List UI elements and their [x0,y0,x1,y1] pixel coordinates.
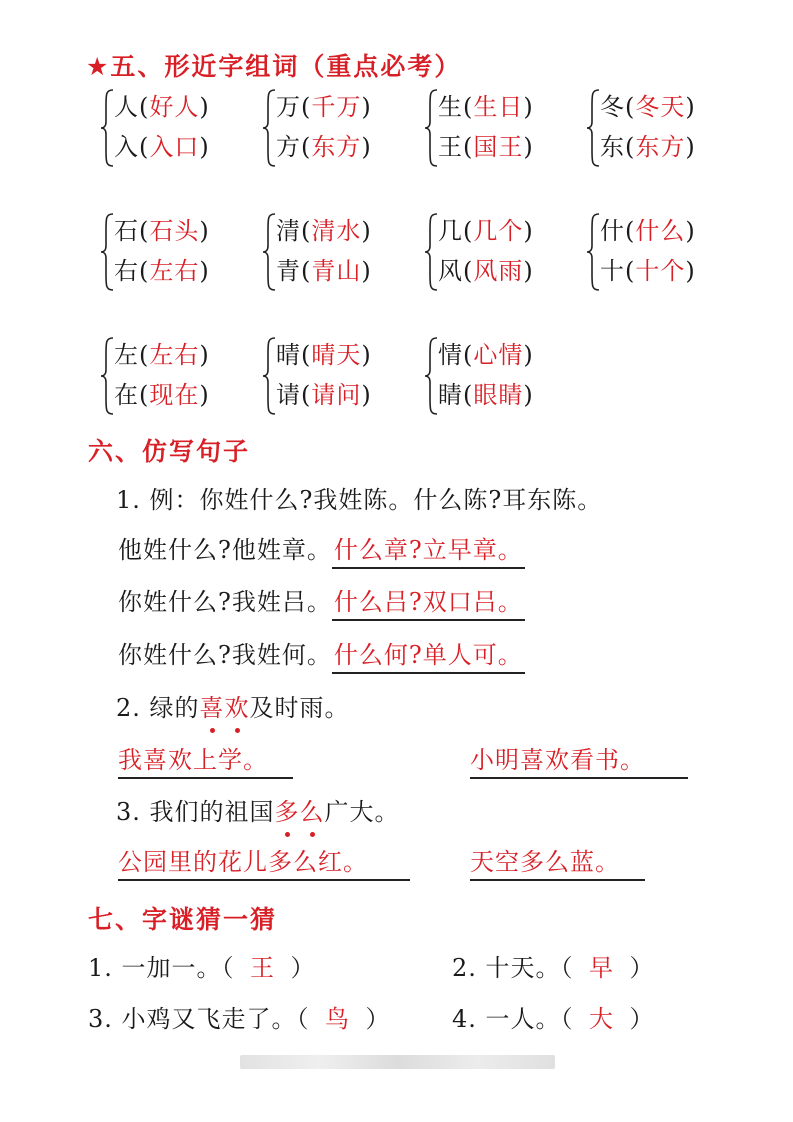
pair-line-top [438,216,534,246]
q2-dotted-char-1: 喜 [199,694,225,722]
open-paren: ( [139,257,150,285]
close-paren: ) [199,93,210,121]
q3-answer-1-wrap [118,846,410,881]
q1-line-2-answer: 什么吕?双口吕。 [332,586,525,621]
q2-dotted-char-2: 欢 [224,694,250,722]
q3-dotted-char-2: 么 [299,798,325,826]
open-paren: ( [139,217,150,245]
close-paren: ) [361,217,372,245]
q1-line-2 [118,586,525,621]
base-char: 清 [276,217,301,245]
pair-line-top [276,340,372,370]
left-brace [100,336,114,416]
open-paren: ( [625,93,636,121]
pair-line-bottom [600,132,696,162]
base-char: 在 [114,381,139,409]
close-paren: ) [199,381,210,409]
base-char: 几 [438,217,463,245]
riddle-3-close: ） [365,1005,391,1030]
riddle-2-answer: 早 [589,954,615,982]
word-answer: 千万 [311,93,362,121]
pair-line-bottom [114,380,210,410]
similar-char-pair [100,334,270,418]
word-answer: 心情 [473,341,524,369]
base-char: 东 [600,133,625,161]
base-char: 冬 [600,93,625,121]
word-answer: 现在 [149,381,200,409]
q3-answer-1: 公园里的花儿多么红。 [118,846,410,881]
open-paren: ( [301,381,312,409]
word-answer: 清水 [311,217,362,245]
word-answer: 石头 [149,217,200,245]
open-paren: ( [139,133,150,161]
pair-line-top [600,216,696,246]
q3-suffix: 广大。 [324,798,400,826]
section-6-title: 六、仿写句子 [88,437,251,466]
riddle-3-question: 3. 小鸡又飞走了。（ [88,1005,310,1030]
close-paren: ) [199,341,210,369]
open-paren: ( [463,217,474,245]
pair-line-top [438,92,534,122]
q1-line-1-question: 他姓什么?他姓章。 [118,536,332,564]
base-char: 人 [114,93,139,121]
q2-prompt [116,692,350,724]
pair-line-top [276,216,372,246]
base-char: 十 [600,257,625,285]
left-brace [424,336,438,416]
pair-line-bottom [600,256,696,286]
word-answer: 冬天 [635,93,686,121]
similar-char-pair [424,334,594,418]
open-paren: ( [139,341,150,369]
riddle-1-answer: 王 [250,954,276,982]
riddle-2-close: ） [629,954,655,982]
left-brace [424,212,438,292]
word-answer: 生日 [473,93,524,121]
word-answer: 什么 [635,217,686,245]
section-7-title: 七、字谜猜一猜 [88,905,278,934]
close-paren: ) [199,257,210,285]
left-brace [100,212,114,292]
cropped-riddle-row [0,1000,793,1030]
similar-char-pair [424,210,594,294]
left-brace [262,88,276,168]
similar-char-pair [100,86,270,170]
base-char: 什 [600,217,625,245]
q1-example: 1. 例：你姓什么?我姓陈。什么陈?耳东陈。 [116,486,603,514]
close-paren: ) [685,217,696,245]
close-paren: ) [523,257,534,285]
close-paren: ) [199,217,210,245]
pair-line-top [600,92,696,122]
word-answer: 东方 [635,133,686,161]
base-char: 情 [438,341,463,369]
close-paren: ) [685,133,696,161]
left-brace [586,212,600,292]
riddle-4-answer: 大 [589,1005,615,1030]
open-paren: ( [301,217,312,245]
section-5-title: ★五、形近字组词（重点必考） [86,52,462,81]
q1-line-1 [118,534,525,569]
open-paren: ( [301,93,312,121]
close-paren: ) [361,133,372,161]
close-paren: ) [523,93,534,121]
base-char: 晴 [276,341,301,369]
riddle-4 [452,1003,655,1030]
open-paren: ( [463,381,474,409]
word-answer: 眼睛 [473,381,524,409]
open-paren: ( [463,133,474,161]
close-paren: ) [361,257,372,285]
similar-char-pair [586,210,756,294]
word-answer: 青山 [311,257,362,285]
open-paren: ( [625,217,636,245]
q2-answer-1-wrap [118,744,293,779]
pair-line-bottom [114,256,210,286]
open-paren: ( [463,341,474,369]
word-answer: 左右 [149,341,200,369]
q3-dotted-char-1: 多 [274,798,300,826]
word-answer: 左右 [149,257,200,285]
q2-prefix: 2. 绿的 [116,694,200,722]
word-answer: 晴天 [311,341,362,369]
riddle-1-close: ） [290,954,316,982]
riddle-1 [88,952,316,984]
blurred-watermark [240,1055,555,1069]
q2-answer-2-wrap [470,744,688,779]
left-brace [100,88,114,168]
base-char: 生 [438,93,463,121]
pair-line-bottom [438,132,534,162]
pair-line-top [276,92,372,122]
open-paren: ( [625,133,636,161]
open-paren: ( [463,257,474,285]
q3-prefix: 3. 我们的祖国 [116,798,275,826]
q1-line-3 [118,639,525,674]
riddle-2-question: 2. 十天。（ [452,954,574,982]
riddle-4-close: ） [629,1005,655,1030]
q3-answer-2-wrap [470,846,645,881]
base-char: 睛 [438,381,463,409]
base-char: 青 [276,257,301,285]
pair-line-top [114,340,210,370]
word-answer: 几个 [473,217,524,245]
base-char: 王 [438,133,463,161]
pair-line-top [114,92,210,122]
close-paren: ) [523,217,534,245]
open-paren: ( [301,133,312,161]
q3-prompt [116,796,400,828]
q2-suffix: 及时雨。 [249,694,350,722]
q3-answer-2: 天空多么蓝。 [470,846,645,881]
riddle-3 [88,1003,391,1030]
base-char: 入 [114,133,139,161]
open-paren: ( [301,341,312,369]
open-paren: ( [139,93,150,121]
word-answer: 十个 [635,257,686,285]
open-paren: ( [139,381,150,409]
base-char: 方 [276,133,301,161]
similar-char-pair [262,334,432,418]
word-answer: 国王 [473,133,524,161]
left-brace [586,88,600,168]
open-paren: ( [301,257,312,285]
close-paren: ) [523,381,534,409]
left-brace [424,88,438,168]
q2-answer-2: 小明喜欢看书。 [470,744,688,779]
q2-answer-1: 我喜欢上学。 [118,744,293,779]
word-answer: 请问 [311,381,362,409]
open-paren: ( [463,93,474,121]
word-answer: 风雨 [473,257,524,285]
pair-line-bottom [276,380,372,410]
base-char: 风 [438,257,463,285]
pair-line-bottom [438,256,534,286]
left-brace [262,212,276,292]
similar-char-pair [586,86,756,170]
close-paren: ) [361,93,372,121]
pair-line-top [114,216,210,246]
pair-line-bottom [438,380,534,410]
close-paren: ) [685,93,696,121]
q1-line-3-answer: 什么何?单人可。 [332,639,525,674]
word-answer: 东方 [311,133,362,161]
base-char: 请 [276,381,301,409]
word-answer: 好人 [149,93,200,121]
close-paren: ) [199,133,210,161]
q1-line-3-question: 你姓什么?我姓何。 [118,641,332,669]
q1-line-2-question: 你姓什么?我姓吕。 [118,588,332,616]
close-paren: ) [685,257,696,285]
q1-line-1-answer: 什么章?立早章。 [332,534,525,569]
open-paren: ( [625,257,636,285]
base-char: 右 [114,257,139,285]
left-brace [262,336,276,416]
close-paren: ) [523,341,534,369]
riddle-2 [452,952,655,984]
base-char: 石 [114,217,139,245]
similar-char-pair [262,210,432,294]
base-char: 万 [276,93,301,121]
pair-line-top [438,340,534,370]
word-answer: 入口 [149,133,200,161]
similar-char-pair [100,210,270,294]
close-paren: ) [523,133,534,161]
riddle-4-question: 4. 一人。（ [452,1005,574,1030]
similar-char-pair [262,86,432,170]
base-char: 左 [114,341,139,369]
riddle-3-answer: 鸟 [325,1005,351,1030]
similar-char-pair [424,86,594,170]
riddle-1-question: 1. 一加一。（ [88,954,235,982]
close-paren: ) [361,381,372,409]
close-paren: ) [361,341,372,369]
pair-line-bottom [276,132,372,162]
pair-line-bottom [276,256,372,286]
pair-line-bottom [114,132,210,162]
